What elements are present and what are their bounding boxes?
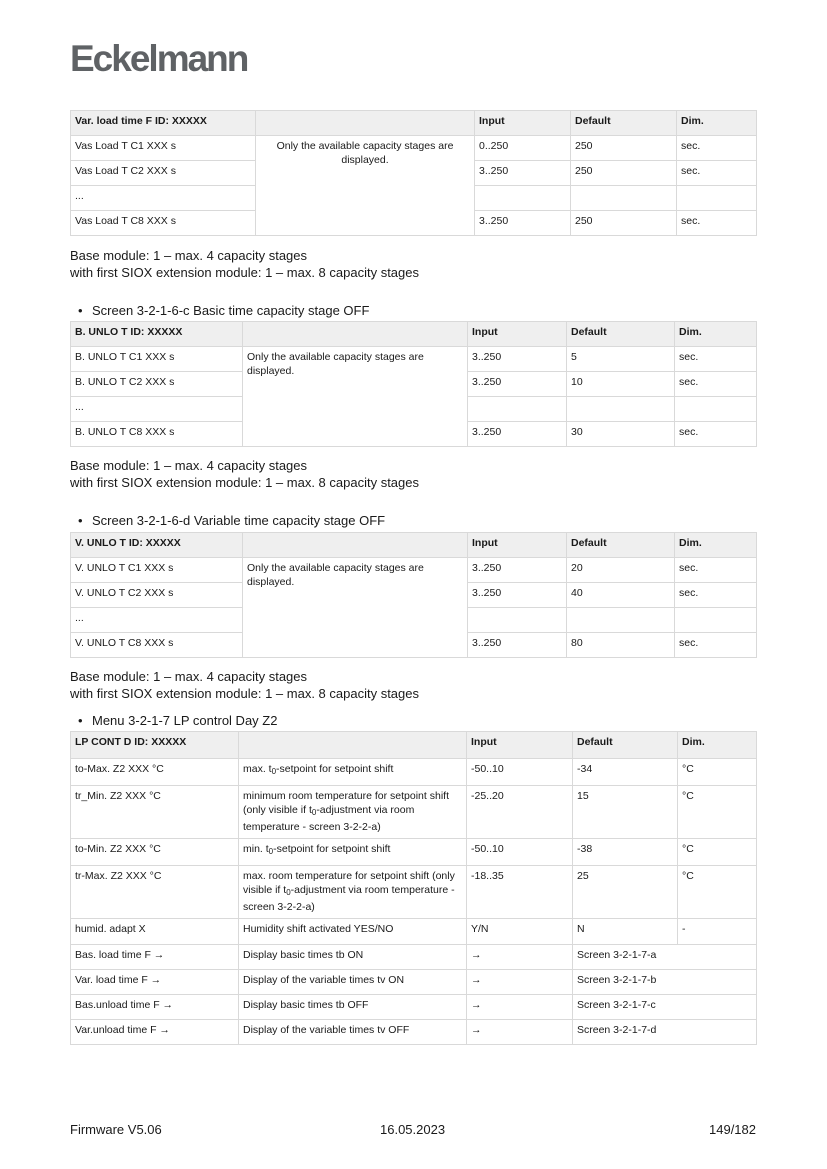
input-cell	[468, 608, 567, 633]
description-cell: Display basic times tb ON	[239, 945, 467, 970]
header-cell	[243, 322, 468, 347]
note-line: with first SIOX extension module: 1 – max. 8 capacity stages	[70, 685, 419, 701]
description-cell: Display of the variable times tv ON	[239, 970, 467, 995]
parameter-cell[interactable]: Var. load time F →	[71, 970, 239, 995]
target-screen-cell: Screen 3-2-1-7-b	[573, 970, 757, 995]
table-row	[71, 347, 757, 372]
capacity-note	[70, 248, 419, 281]
table-row	[71, 919, 757, 945]
bullet-icon: •	[78, 303, 83, 318]
default-cell: N	[573, 919, 678, 945]
header-cell: Default	[567, 322, 675, 347]
var-load-time-table	[70, 110, 757, 236]
table-row	[71, 839, 757, 866]
default-cell: 5	[567, 347, 675, 372]
default-cell	[567, 608, 675, 633]
default-cell: 25	[573, 866, 678, 919]
description-cell: max. $t_0$-setpoint for setpoint shift	[239, 759, 467, 786]
input-cell: 0..250	[475, 136, 571, 161]
input-cell: 3..250	[468, 422, 567, 447]
bullet-text: Menu 3-2-1-7 LP control Day Z2	[92, 713, 278, 728]
table-header-row	[71, 111, 757, 136]
parameter-cell: tr-Max. Z2 XXX °C	[71, 866, 239, 919]
dim-cell: sec.	[675, 422, 757, 447]
default-cell: 80	[567, 633, 675, 658]
bullet-heading	[78, 513, 385, 529]
input-cell: Y/N	[467, 919, 573, 945]
table-row	[71, 786, 757, 839]
parameter-cell: Vas Load T C2 XXX s	[71, 161, 256, 186]
dim-cell: sec.	[675, 633, 757, 658]
parameter-cell: Vas Load T C1 XXX s	[71, 136, 256, 161]
input-cell	[468, 397, 567, 422]
input-cell: 3..250	[468, 372, 567, 397]
default-cell: -34	[573, 759, 678, 786]
bullet-icon: •	[78, 513, 83, 528]
header-cell	[239, 732, 467, 759]
header-cell: Dim.	[678, 732, 757, 759]
default-cell: 250	[571, 136, 677, 161]
table-header-row	[71, 533, 757, 558]
default-cell: 20	[567, 558, 675, 583]
target-screen-cell: Screen 3-2-1-7-d	[573, 1020, 757, 1045]
input-cell: 3..250	[468, 583, 567, 608]
header-cell: Var. load time F ID: XXXXX	[71, 111, 256, 136]
dim-cell: °C	[678, 786, 757, 839]
table-row	[71, 136, 757, 161]
description-cell: max. room temperature for setpoint shift (only visible if $t_0$-adjustment via room temperature - screen 3-2-2-a)	[239, 866, 467, 919]
input-cell: 3..250	[475, 211, 571, 236]
capacity-note	[70, 669, 419, 702]
table-row	[71, 759, 757, 786]
parameter-cell[interactable]: Var.unload time F →	[71, 1020, 239, 1045]
parameter-cell: tr_Min. Z2 XXX °C	[71, 786, 239, 839]
input-cell	[475, 186, 571, 211]
link-row-variable-load-times[interactable]	[71, 970, 757, 995]
arrow-icon[interactable]: →	[467, 970, 573, 995]
header-cell	[243, 533, 468, 558]
target-screen-cell: Screen 3-2-1-7-a	[573, 945, 757, 970]
header-cell: Input	[468, 533, 567, 558]
input-cell: 3..250	[468, 347, 567, 372]
input-cell: 3..250	[475, 161, 571, 186]
input-cell: 3..250	[468, 558, 567, 583]
description-cell: Display basic times tb OFF	[239, 995, 467, 1020]
arrow-icon[interactable]: →	[467, 945, 573, 970]
header-cell: Input	[467, 732, 573, 759]
description-cell: Humidity shift activated YES/NO	[239, 919, 467, 945]
dim-cell	[675, 397, 757, 422]
table-row	[71, 866, 757, 919]
dim-cell: sec.	[677, 136, 757, 161]
footer-page-number: 149/182	[709, 1122, 756, 1137]
description-cell: Only the available capacity stages are displayed.	[243, 558, 468, 658]
parameter-cell: V. UNLO T C2 XXX s	[71, 583, 243, 608]
default-cell: 30	[567, 422, 675, 447]
dim-cell: °C	[678, 866, 757, 919]
arrow-icon[interactable]: →	[467, 995, 573, 1020]
bullet-heading	[78, 303, 369, 319]
note-line: with first SIOX extension module: 1 – max. 8 capacity stages	[70, 474, 419, 490]
parameter-cell[interactable]: Bas.unload time F →	[71, 995, 239, 1020]
parameter-cell: ...	[71, 397, 243, 422]
header-cell	[256, 111, 475, 136]
dim-cell: sec.	[675, 583, 757, 608]
parameter-cell: V. UNLO T C8 XXX s	[71, 633, 243, 658]
parameter-cell: to-Max. Z2 XXX °C	[71, 759, 239, 786]
dim-cell	[677, 186, 757, 211]
header-cell: Default	[571, 111, 677, 136]
table-row	[71, 558, 757, 583]
header-cell: Input	[468, 322, 567, 347]
description-cell: Only the available capacity stages are displayed.	[243, 347, 468, 447]
default-cell: 40	[567, 583, 675, 608]
basic-unload-time-table	[70, 321, 757, 447]
input-cell: -18..35	[467, 866, 573, 919]
default-cell: 10	[567, 372, 675, 397]
header-cell: Default	[567, 533, 675, 558]
parameter-cell: B. UNLO T C8 XXX s	[71, 422, 243, 447]
footer-date: 16.05.2023	[380, 1122, 446, 1137]
header-cell: V. UNLO T ID: XXXXX	[71, 533, 243, 558]
input-cell: -50..10	[467, 839, 573, 866]
bullet-icon: •	[78, 713, 83, 728]
note-line: Base module: 1 – max. 4 capacity stages	[70, 248, 308, 263]
header-cell: B. UNLO T ID: XXXXX	[71, 322, 243, 347]
link-row-basic-load-times[interactable]	[71, 945, 757, 970]
note-line: Base module: 1 – max. 4 capacity stages	[70, 669, 308, 684]
variable-unload-time-table	[70, 532, 757, 658]
dim-cell: sec.	[675, 558, 757, 583]
arrow-icon[interactable]: →	[467, 1020, 573, 1045]
parameter-cell[interactable]: Bas. load time F →	[71, 945, 239, 970]
dim-cell: sec.	[677, 211, 757, 236]
bullet-text: Screen 3-2-1-6-d Variable time capacity stage OFF	[92, 513, 386, 528]
dim-cell: sec.	[675, 372, 757, 397]
parameter-cell: B. UNLO T C2 XXX s	[71, 372, 243, 397]
note-line: Base module: 1 – max. 4 capacity stages	[70, 458, 308, 473]
lp-control-day-z2-table	[70, 731, 757, 1045]
target-screen-cell: Screen 3-2-1-7-c	[573, 995, 757, 1020]
bullet-heading	[78, 713, 277, 729]
dim-cell: sec.	[677, 161, 757, 186]
description-cell: minimum room temperature for setpoint shift (only visible if $t_0$-adjustment via room temperature - screen 3-2-2-a)	[239, 786, 467, 839]
dim-cell: °C	[678, 759, 757, 786]
footer-firmware: Firmware V5.06	[70, 1122, 162, 1137]
header-cell: Dim.	[675, 322, 757, 347]
header-cell: Dim.	[677, 111, 757, 136]
parameter-cell: B. UNLO T C1 XXX s	[71, 347, 243, 372]
link-row-basic-unload-times[interactable]	[71, 995, 757, 1020]
default-cell	[567, 397, 675, 422]
input-cell: 3..250	[468, 633, 567, 658]
link-row-variable-unload-times[interactable]	[71, 1020, 757, 1045]
header-cell: Dim.	[675, 533, 757, 558]
dim-cell	[675, 608, 757, 633]
parameter-cell: ...	[71, 608, 243, 633]
default-cell: 15	[573, 786, 678, 839]
default-cell: 250	[571, 211, 677, 236]
capacity-note	[70, 458, 419, 491]
description-cell: min. $t_0$-setpoint for setpoint shift	[239, 839, 467, 866]
description-cell: Only the available capacity stages are displayed.	[256, 136, 475, 236]
default-cell: 250	[571, 161, 677, 186]
parameter-cell: ...	[71, 186, 256, 211]
table-header-row	[71, 322, 757, 347]
header-cell: Default	[573, 732, 678, 759]
parameter-cell: Vas Load T C8 XXX s	[71, 211, 256, 236]
parameter-cell: humid. adapt X	[71, 919, 239, 945]
dim-cell: °C	[678, 839, 757, 866]
description-cell: Display of the variable times tv OFF	[239, 1020, 467, 1045]
header-cell: Input	[475, 111, 571, 136]
default-cell	[571, 186, 677, 211]
dim-cell: -	[678, 919, 757, 945]
input-cell: -50..10	[467, 759, 573, 786]
bullet-text: Screen 3-2-1-6-c Basic time capacity stage OFF	[92, 303, 370, 318]
dim-cell: sec.	[675, 347, 757, 372]
table-header-row	[71, 732, 757, 759]
eckelmann-logo: Eckelmann	[70, 38, 248, 79]
parameter-cell: V. UNLO T C1 XXX s	[71, 558, 243, 583]
input-cell: -25..20	[467, 786, 573, 839]
default-cell: -38	[573, 839, 678, 866]
note-line: with first SIOX extension module: 1 – max. 8 capacity stages	[70, 264, 419, 280]
parameter-cell: to-Min. Z2 XXX °C	[71, 839, 239, 866]
header-cell: LP CONT D ID: XXXXX	[71, 732, 239, 759]
